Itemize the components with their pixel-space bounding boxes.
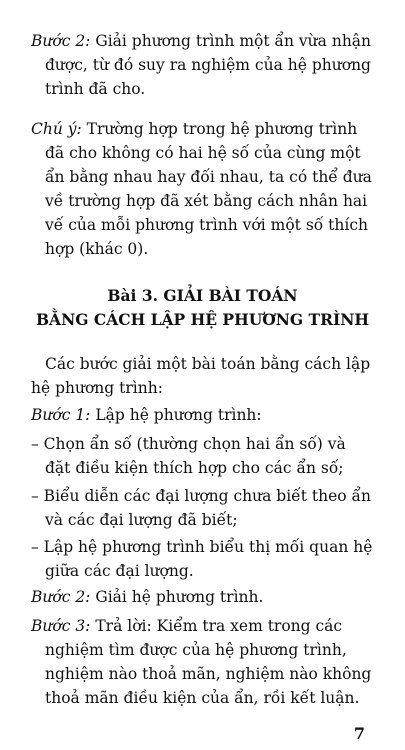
text-line: – Lập hệ phương trình biểu thị mối quan hệ (31, 538, 373, 556)
text-line: Trường hợp trong hệ phương trình (81, 120, 358, 138)
text-line: vế của mỗi phương trình với một số thích (45, 216, 369, 234)
text-line: đã cho không có hai hệ số của cùng một (45, 144, 361, 162)
text-line: ẩn bằng nhau hay đối nhau, ta có thể đưa (45, 168, 372, 186)
text-line: và các đại lượng đã biết; (45, 511, 238, 529)
text-line: – Chọn ẩn số (thường chọn hai ẩn số) và (31, 435, 346, 453)
text-line: được, từ đó suy ra nghiệm của hệ phương (45, 56, 371, 74)
text-line: Giải hệ phương trình. (90, 588, 264, 606)
text-line: – Biểu diễn các đại lượng chưa biết theo ẩn (31, 487, 371, 505)
paragraph-intro (31, 352, 375, 400)
bullet-item (31, 535, 375, 583)
step-label: Bước 1: (31, 406, 91, 424)
text-line: Trả lời: Kiểm tra xem trong các (90, 617, 343, 635)
text-line: hợp (khác 0). (45, 240, 149, 258)
step-label: Bước 3: (31, 617, 91, 635)
text-line: Lập hệ phương trình: (90, 406, 262, 424)
paragraph-step3 (31, 614, 375, 710)
paragraph-step2-solve (31, 29, 375, 101)
section-title-line2: BẰNG CÁCH LẬP HỆ PHƯƠNG TRÌNH (35, 310, 370, 329)
bullet-item (31, 484, 375, 532)
text-line: nghiệm nào thoả mãn, nghiệm nào không (45, 665, 372, 683)
paragraph-step2 (31, 585, 375, 609)
paragraph-note (31, 117, 375, 261)
text-line: Giải phương trình một ẩn vừa nhận (90, 32, 372, 50)
text-line: nghiệm tìm được của hệ phương trình, (45, 641, 347, 659)
text-line: hệ phương trình: (31, 379, 163, 397)
text-line: giữa các đại lượng. (45, 562, 194, 580)
page-number: 7 (353, 724, 365, 743)
paragraph-step1 (31, 403, 375, 427)
section-title-line1: Bài 3. GIẢI BÀI TOÁN (107, 286, 298, 305)
text-line: đặt điều kiện thích hợp cho các ẩn số; (45, 459, 344, 477)
text-line: thoả mãn điều kiện của ẩn, rồi kết luận. (45, 689, 360, 707)
text-line: về trường hợp đã xét bằng cách nhân hai (45, 192, 368, 210)
step-label: Bước 2: (31, 588, 91, 606)
note-label: Chú ý: (31, 120, 82, 138)
step-label: Bước 2: (31, 32, 91, 50)
bullet-item (31, 432, 375, 480)
text-line: trình đã cho. (45, 80, 146, 98)
text-line: Các bước giải một bài toán bằng cách lập (45, 355, 371, 373)
